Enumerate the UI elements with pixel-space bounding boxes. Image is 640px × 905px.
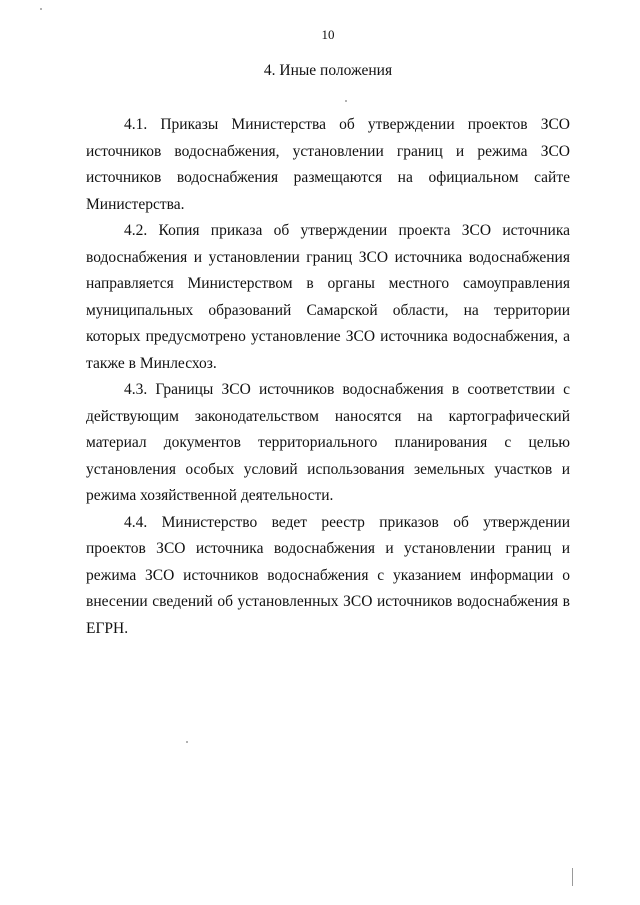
paragraph-4-2: 4.2. Копия приказа об утверждении проекта ЗСО источника водоснабжения и установлении границ ЗСО источника водоснабжения направляется Министерством в органы местного самоуправления муниципальных образований Самарской области, на территории которых предусмотрено установление ЗСО источника водоснабжения, а также в Минлесхоз. xyxy=(86,222,570,372)
paragraph-4-1: 4.1. Приказы Министерства об утверждении проектов ЗСО источников водоснабжения, установлении границ и режима ЗСО источников водоснабжения размещаются на официальном сайте Министерства. xyxy=(86,116,570,213)
page-number: 10 xyxy=(321,27,335,42)
section-title: 4. Иные положения xyxy=(263,62,393,79)
paragraph-4-3: 4.3. Границы ЗСО источников водоснабжения в соответствии с действующим законодательством наносятся на картографический материал документов территориального планирования с целью установления особых условий использования земельных участков и режима хозяйственной деятельности. xyxy=(86,381,570,504)
scan-speck xyxy=(572,868,573,886)
scan-speck xyxy=(345,100,347,102)
paragraph-4-4: 4.4. Министерство ведет реестр приказов об утверждении проектов ЗСО источника водоснабжения и установлении границ и режима ЗСО источников водоснабжения с указанием информации о внесении сведений об установленных ЗСО источников водоснабжения в ЕГРН. xyxy=(86,513,570,637)
scan-speck xyxy=(186,741,188,743)
document-body xyxy=(86,112,570,642)
scan-speck xyxy=(40,8,42,10)
